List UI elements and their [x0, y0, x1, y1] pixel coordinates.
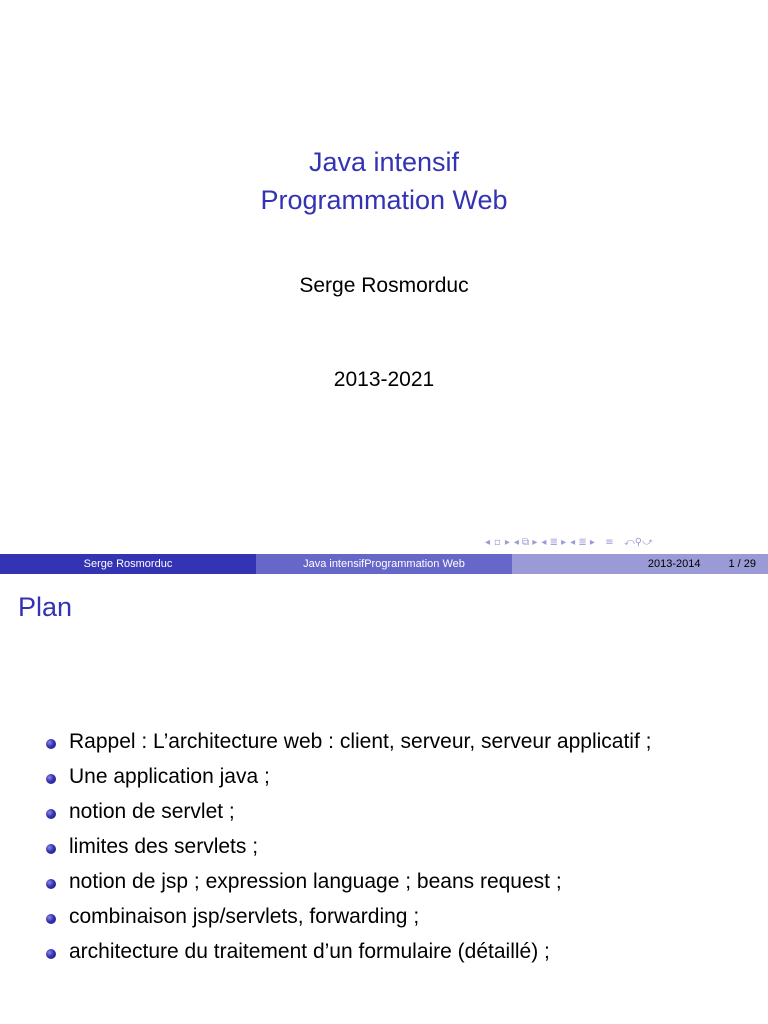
- presentation-title: [0, 143, 768, 219]
- bullet-icon: [46, 949, 56, 959]
- list-item: [0, 901, 768, 936]
- nav-next-icon[interactable]: ▸: [504, 536, 510, 548]
- list-item: [0, 936, 768, 971]
- bullet-icon: [46, 879, 56, 889]
- list-item-text: architecture du traitement d’un formulaire (détaillé) ;: [69, 940, 550, 963]
- title-line-2: Programmation Web: [260, 185, 508, 215]
- list-item-text: limites des servlets ;: [69, 835, 259, 858]
- footer-date: 2013-2014: [647, 558, 701, 570]
- list-item: [0, 761, 768, 796]
- presentation-date: 2013-2021: [333, 368, 435, 391]
- bullet-icon: [46, 739, 56, 749]
- footer-page-number: 1 / 29: [728, 558, 756, 570]
- nav-frame-icon[interactable]: ▫: [494, 536, 501, 548]
- list-item: [0, 726, 768, 761]
- list-item: [0, 831, 768, 866]
- title-line-1: Java intensif: [308, 147, 460, 177]
- beamer-navigation: [483, 535, 655, 549]
- bullet-icon: [46, 774, 56, 784]
- plan-list: [0, 726, 768, 971]
- author-name: Serge Rosmorduc: [299, 274, 469, 297]
- list-item: [0, 796, 768, 831]
- list-item-text: notion de jsp ; expression language ; beans request ;: [69, 870, 562, 893]
- list-item-text: Une application java ;: [69, 765, 270, 788]
- list-item-text: Rappel : L’architecture web : client, serveur, serveur applicatif ;: [69, 730, 652, 753]
- footer-title: Java intensifProgrammation Web: [256, 554, 512, 574]
- nav-search-icon[interactable]: ⤺⚲⤻: [617, 536, 653, 548]
- nav-section-icon[interactable]: ◂ ≣ ▸: [541, 536, 567, 548]
- plan-title: Plan: [18, 592, 73, 622]
- list-item-text: notion de servlet ;: [69, 800, 235, 823]
- nav-prev-icon[interactable]: ◂: [485, 536, 491, 548]
- footer-bar: [0, 554, 768, 574]
- nav-subsection-icon[interactable]: ◂ ⧉ ▸: [513, 536, 538, 548]
- nav-subsection-2-icon[interactable]: ◂ ≣ ▸: [570, 536, 595, 548]
- footer-info: [512, 554, 768, 574]
- bullet-icon: [46, 914, 56, 924]
- plan-slide: [0, 576, 768, 1024]
- list-item: [0, 866, 768, 901]
- list-item-text: combinaison jsp/servlets, forwarding ;: [69, 905, 420, 928]
- bullet-icon: [46, 844, 56, 854]
- footer-author: Serge Rosmorduc: [0, 554, 256, 574]
- bullet-icon: [46, 809, 56, 819]
- nav-align-icon[interactable]: ≡: [598, 536, 614, 548]
